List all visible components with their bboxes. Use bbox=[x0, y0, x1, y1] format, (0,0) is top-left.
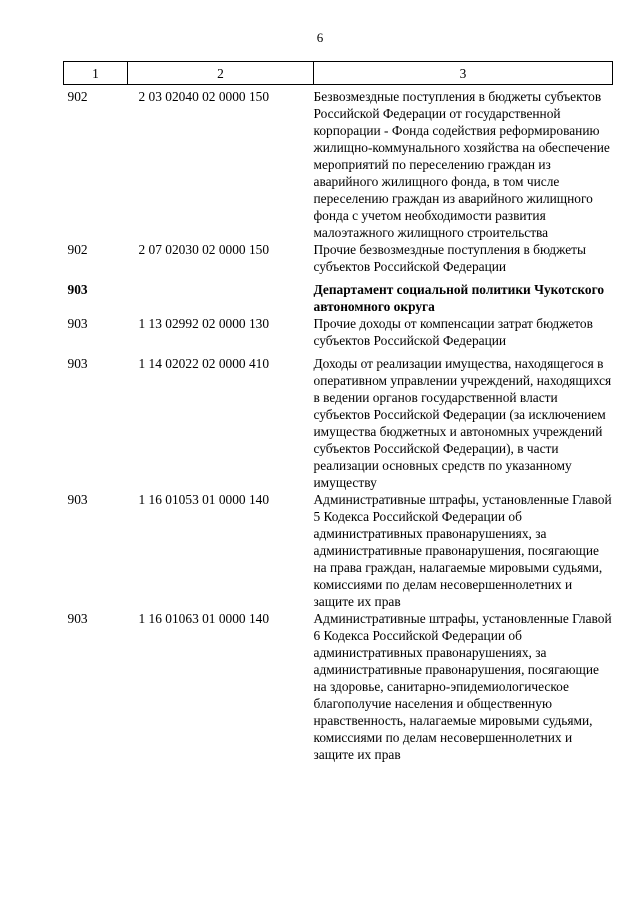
revenue-code-cell: 2 03 02040 02 0000 150 bbox=[138, 89, 270, 104]
table-row bbox=[64, 315, 613, 349]
revenue-name-cell: Прочие доходы от компенсации затрат бюджетов субъектов Российской Федерации bbox=[313, 316, 593, 348]
revenue-name-cell: Безвозмездные поступления в бюджеты субъектов Российской Федерации от государственной корпорации - Фонда содействия реформированию жилищно-коммунального хозяйства на обеспечение мероприятий по переселению граждан из аварийного жилищного фонда, в том числе переселению граждан из аварийного жилищного фонда с учетом необходимости развития малоэтажного жилищного строительства bbox=[313, 89, 610, 240]
header-col-1: 1 bbox=[64, 62, 128, 85]
revenue-name-cell: Административные штрафы, установленные Главой 5 Кодекса Российской Федерации об административных правонарушениях, за административные правонарушения, посягающие на права граждан, налагаемые мировыми судьями, комиссиями по делам несовершеннолетних и защите их прав bbox=[313, 492, 612, 609]
header-col-3: 3 bbox=[314, 62, 613, 85]
revenue-code-cell: 1 16 01063 01 0000 140 bbox=[138, 611, 270, 626]
table-row bbox=[64, 241, 613, 275]
table-header-row bbox=[64, 62, 613, 85]
admin-code-cell: 903 bbox=[67, 316, 88, 331]
admin-code-cell: 902 bbox=[67, 242, 88, 257]
revenue-code-cell bbox=[128, 275, 314, 315]
department-name-cell: Департамент социальной политики Чукотского автономного округа bbox=[313, 282, 605, 314]
revenue-name-cell: Административные штрафы, установленные Главой 6 Кодекса Российской Федерации об административных правонарушениях, за административные правонарушения, посягающие на здоровье, санитарно-эпидемиологическое благополучие населения и общественную нравственность, налагаемые мировыми судьями, комиссиями по делам несовершеннолетних и защите их прав bbox=[313, 611, 612, 762]
table-row bbox=[64, 610, 613, 763]
table-row-department bbox=[64, 275, 613, 315]
revenue-name-cell: Прочие безвозмездные поступления в бюджеты субъектов Российской Федерации bbox=[313, 242, 586, 274]
header-col-2: 2 bbox=[128, 62, 314, 85]
admin-code-cell: 902 bbox=[67, 89, 88, 104]
admin-code-cell: 903 bbox=[67, 356, 88, 371]
admin-code-cell: 903 bbox=[67, 282, 88, 297]
page-number: 6 bbox=[316, 30, 324, 45]
table-row bbox=[64, 85, 613, 242]
revenue-code-cell: 1 16 01053 01 0000 140 bbox=[138, 492, 270, 507]
table-row bbox=[64, 491, 613, 610]
revenue-codes-table bbox=[63, 61, 613, 763]
table-row bbox=[64, 349, 613, 491]
revenue-code-cell: 1 13 02992 02 0000 130 bbox=[138, 316, 270, 331]
revenue-name-cell: Доходы от реализации имущества, находящегося в оперативном управлении учреждений, находящихся в ведении органов государственной власти субъектов Российской Федерации (за исключением имущества бюджетных и автономных учреждений субъектов Российской Федерации), в части реализации основных средств по указанному имуществу bbox=[313, 356, 612, 490]
revenue-code-cell: 1 14 02022 02 0000 410 bbox=[138, 356, 270, 371]
admin-code-cell: 903 bbox=[67, 492, 88, 507]
revenue-code-cell: 2 07 02030 02 0000 150 bbox=[138, 242, 270, 257]
admin-code-cell: 903 bbox=[67, 611, 88, 626]
